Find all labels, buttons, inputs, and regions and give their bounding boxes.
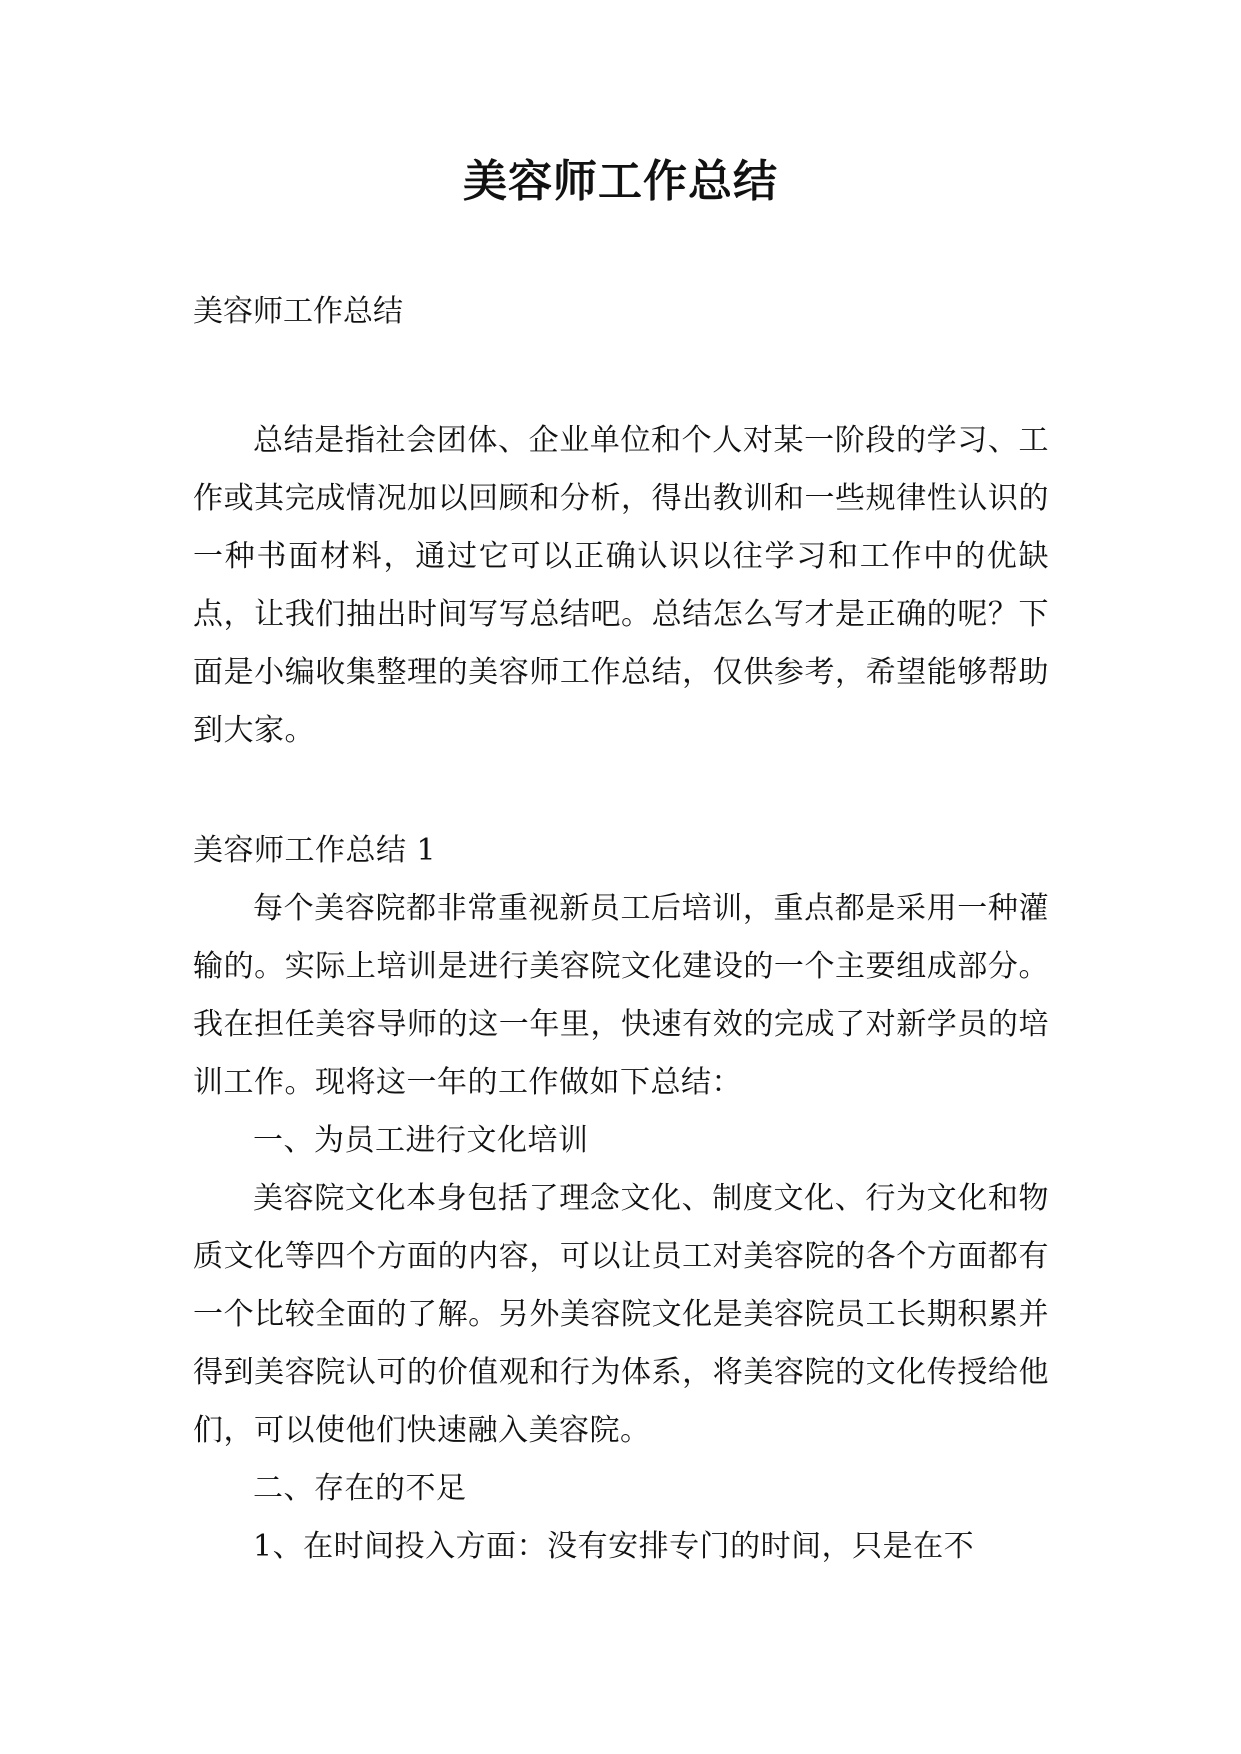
section-1-paragraph-2: 美容院文化本身包括了理念文化、制度文化、行为文化和物质文化等四个方面的内容，可以让员工对美容院的各个方面都有一个比较全面的了解。另外美容院文化是美容院员工长期积累并得到美容院认可的价值观和行为体系，将美容院的文化传授给他们，可以使他们快速融入美容院。 bbox=[193, 1181, 1049, 1448]
section-1-heading-shortcomings: 二、存在的不足 bbox=[253, 1471, 467, 1506]
intro-section bbox=[193, 412, 1049, 760]
section-1-paragraph-3: 1、在时间投入方面：没有安排专门的时间，只是在不 bbox=[253, 1529, 975, 1564]
section-1-heading-culture-training: 一、为员工进行文化培训 bbox=[253, 1123, 589, 1158]
section-1-title: 美容师工作总结 1 bbox=[193, 833, 437, 868]
section-1 bbox=[193, 822, 1049, 1576]
document-subtitle: 美容师工作总结 bbox=[193, 294, 403, 329]
document-title: 美容师工作总结 bbox=[463, 156, 778, 207]
section-1-paragraph-1: 每个美容院都非常重视新员工后培训，重点都是采用一种灌输的。实际上培训是进行美容院文化建设的一个主要组成部分。我在担任美容导师的这一年里，快速有效的完成了对新学员的培训工作。现将这一年的工作做如下总结： bbox=[193, 891, 1049, 1100]
intro-paragraph: 总结是指社会团体、企业单位和个人对某一阶段的学习、工作或其完成情况加以回顾和分析，得出教训和一些规律性认识的一种书面材料，通过它可以正确认识以往学习和工作中的优缺点，让我们抽出时间写写总结吧。总结怎么写才是正确的呢？下面是小编收集整理的美容师工作总结，仅供参考，希望能够帮助到大家。 bbox=[193, 423, 1049, 748]
